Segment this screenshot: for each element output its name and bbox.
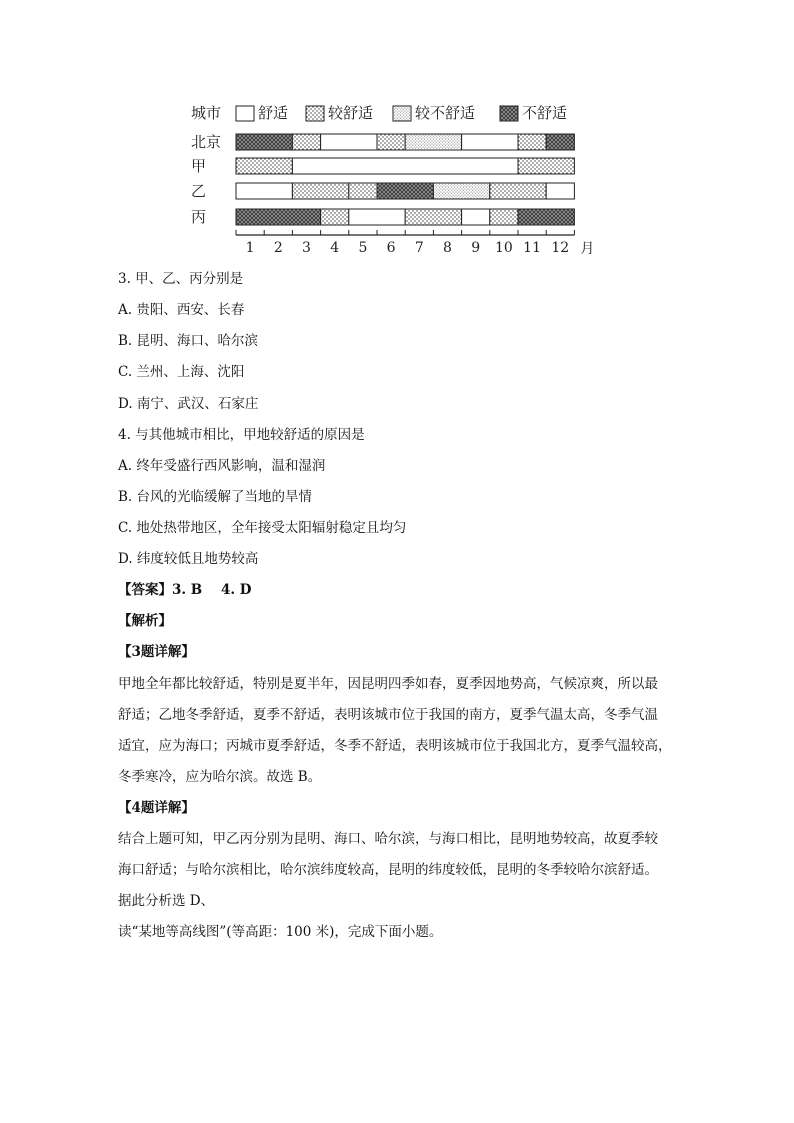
segment-fair: [518, 158, 574, 174]
axis-unit: 月: [580, 241, 595, 257]
segment-comfort: [462, 134, 518, 150]
detail-4-heading: 【4题详解】: [118, 800, 195, 816]
detail-3-line-2: 舒适；乙地冬季舒适，夏季不舒适，表明该城市位于我国的南方，夏季气温太高，冬季气温: [118, 707, 658, 723]
segment-comfort: [236, 183, 292, 199]
tick-label: 8: [443, 240, 452, 256]
segment-comfort: [546, 183, 574, 199]
legend-swatch-fair: [306, 106, 324, 121]
comfort-chart-svg: [188, 98, 608, 260]
legend-label-lessfair: 较不舒适: [415, 104, 476, 122]
segment-fair: [405, 209, 461, 225]
segment-comfort: [349, 209, 405, 225]
q4-option-a: A. 终年受盛行西风影响，温和湿润: [118, 458, 326, 474]
segment-fair: [377, 134, 405, 150]
detail-3-line-1: 甲地全年都比较舒适，特别是夏半年，因昆明四季如春，夏季因地势高，气候凉爽，所以最: [118, 676, 658, 692]
tick-label: 2: [273, 240, 283, 256]
segment-fair: [292, 134, 320, 150]
tick-label: 5: [358, 240, 368, 256]
detail-4-line-2: 海口舒适；与哈尔滨相比，哈尔滨纬度较高，昆明的纬度较低，昆明的冬季较哈尔滨舒适。: [118, 862, 658, 878]
segment-fair: [292, 183, 348, 199]
detail-4-line-3: 据此分析选 D、: [118, 893, 215, 909]
q4-option-b: B. 台风的光临缓解了当地的旱情: [118, 489, 313, 505]
segment-uncomfort: [236, 134, 292, 150]
segment-lessfair: [433, 183, 489, 199]
legend-label-comfort: 舒适: [258, 104, 289, 122]
analysis-heading: 【解析】: [118, 613, 172, 629]
segment-comfort: [321, 134, 377, 150]
detail-3-heading: 【3题详解】: [118, 644, 195, 660]
tick-label: 12: [551, 240, 570, 256]
legend-label-uncomfort: 不舒适: [522, 104, 568, 122]
next-question-intro: 读“某地等高线图”(等高距：100 米)，完成下面小题。: [118, 924, 443, 940]
segment-uncomfort: [236, 209, 321, 225]
row-label: 丙: [191, 208, 207, 226]
legend-swatch-lessfair: [393, 106, 411, 121]
q3-option-a: A. 贵阳、西安、长春: [118, 302, 245, 318]
tick-label: 10: [494, 240, 513, 256]
segment-fair: [321, 209, 349, 225]
q3-option-b: B. 昆明、海口、哈尔滨: [118, 333, 259, 349]
tick-label: 9: [471, 240, 481, 256]
segment-fair: [490, 209, 518, 225]
segment-fair: [349, 183, 377, 199]
q4-option-d: D. 纬度较低且地势较高: [118, 551, 259, 567]
answer-line: 【答案】3. B 4. D: [118, 582, 252, 598]
q3-option-d: D. 南宁、武汉、石家庄: [118, 396, 259, 412]
detail-4-line-1: 结合上题可知，甲乙丙分别为昆明、海口、哈尔滨，与海口相比，昆明地势较高，故夏季较: [118, 831, 658, 847]
segment-uncomfort: [377, 183, 433, 199]
q3-option-c: C. 兰州、上海、沈阳: [118, 364, 245, 380]
tick-label: 1: [245, 240, 255, 256]
tick-label: 11: [523, 240, 542, 256]
legend-swatch-comfort: [236, 106, 254, 121]
question-4: 4. 与其他城市相比，甲地较舒适的原因是: [118, 427, 365, 443]
segment-comfort: [292, 158, 518, 174]
segment-fair: [236, 158, 292, 174]
tick-label: 3: [302, 240, 311, 256]
row-label: 乙: [191, 182, 207, 200]
segment-lessfair: [405, 134, 461, 150]
row-label: 北京: [191, 133, 222, 151]
comfort-chart: [188, 98, 608, 260]
segment-fair: [518, 134, 546, 150]
segment-comfort: [462, 209, 490, 225]
segment-uncomfort: [518, 209, 574, 225]
tick-label: 6: [386, 240, 396, 256]
q4-option-c: C. 地处热带地区，全年接受太阳辐射稳定且均匀: [118, 520, 407, 536]
legend-swatch-uncomfort: [500, 106, 518, 121]
question-3: 3. 甲、乙、丙分别是: [118, 271, 244, 287]
segment-uncomfort: [546, 134, 574, 150]
row-label: 甲: [191, 157, 207, 175]
detail-3-line-4: 冬季寒冷，应为哈尔滨。故选 B。: [118, 769, 322, 785]
segment-fair: [490, 183, 546, 199]
detail-3-line-3: 适宜，应为海口；丙城市夏季舒适，冬季不舒适，表明该城市位于我国北方，夏季气温较高，: [118, 738, 672, 754]
tick-label: 4: [330, 240, 340, 256]
legend-title: 城市: [191, 104, 222, 122]
legend-label-fair: 较舒适: [328, 104, 374, 122]
tick-label: 7: [414, 240, 424, 256]
